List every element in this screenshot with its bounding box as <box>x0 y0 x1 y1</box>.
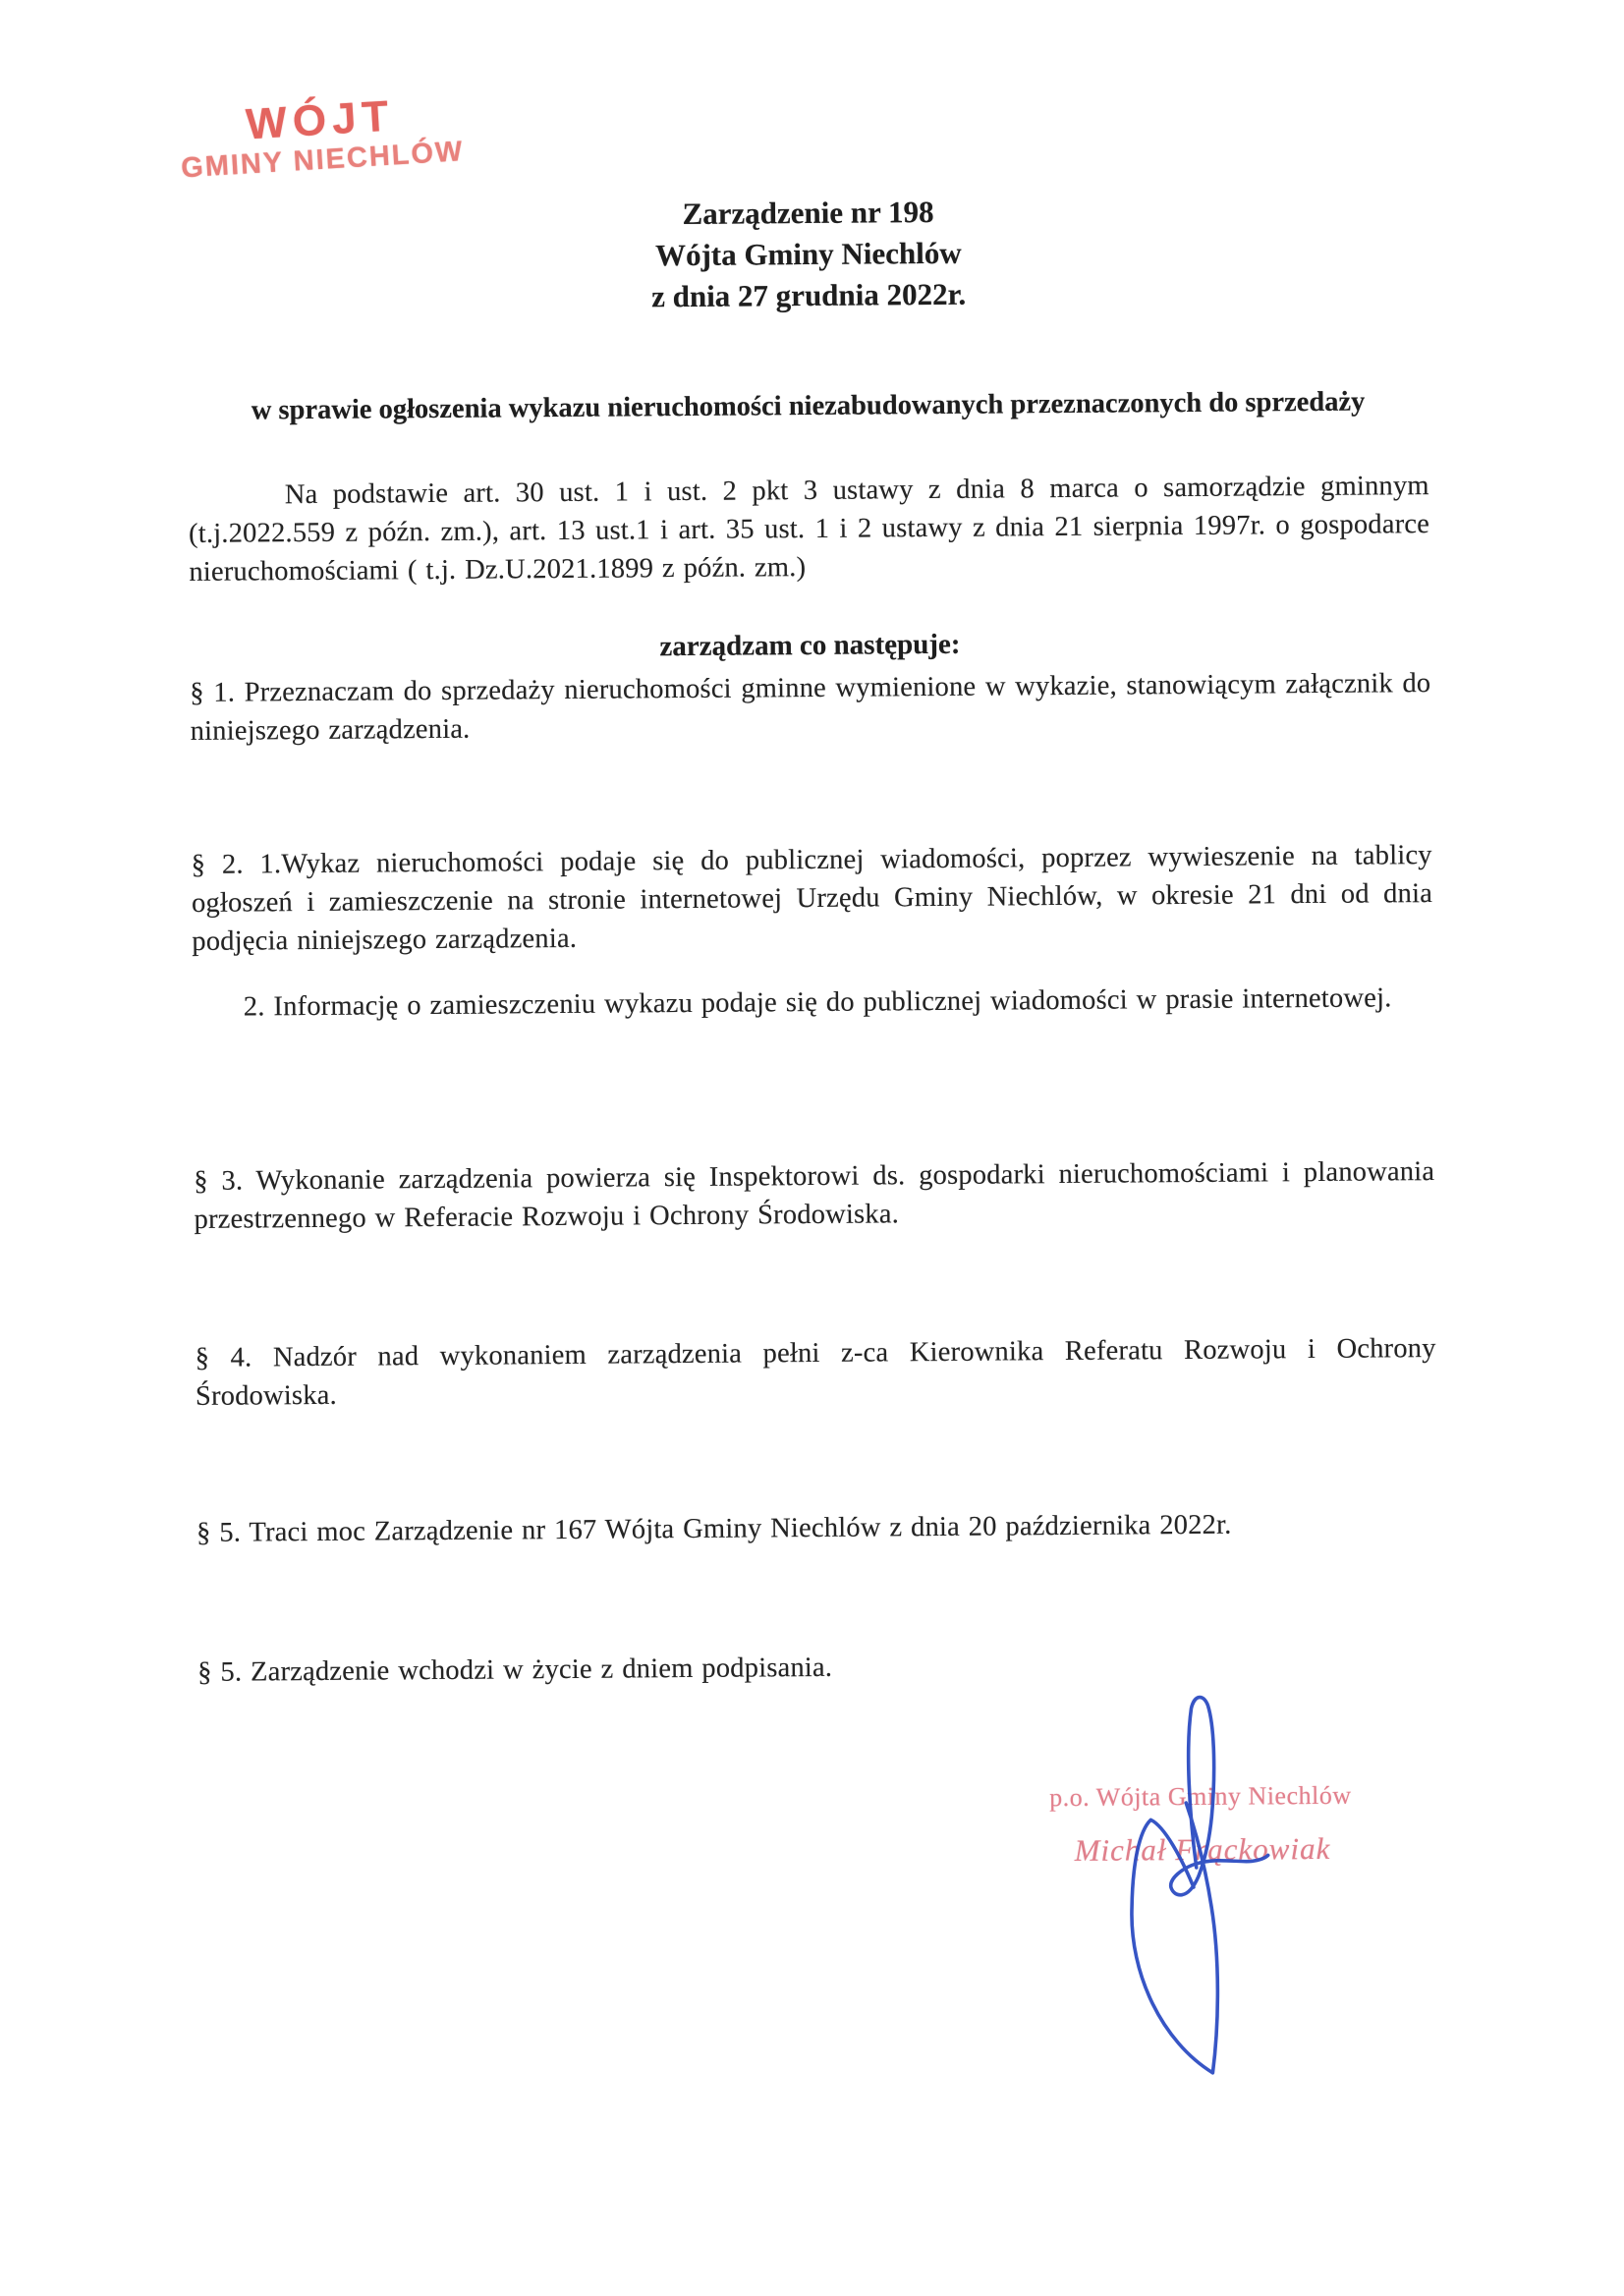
paragraph-5: § 5. Traci moc Zarządzenie nr 167 Wójta Gminy Niechlów z dnia 20 października 2022r. <box>196 1509 1232 1548</box>
legal-basis-paragraph: Na podstawie art. 30 ust. 1 i ust. 2 pkt 3 ustawy z dnia 8 marca o samorządzie gminnym (t.j.2022.559 z późn. zm.), art. 13 ust.1 i art. 35 ust. 1 i 2 ustawy z dnia 21 sierpnia 1997r. o gospodarce nieruchomościami ( t.j. Dz.U.2021.1899 z późn. zm.) <box>188 471 1430 588</box>
paragraph-6: § 5. Zarządzenie wchodzi w życie z dniem podpisania. <box>197 1652 833 1688</box>
title-line-number: Zarządzenie nr 198 <box>682 194 934 232</box>
signature-name-stamp: Michał Frąckowiak <box>1074 1830 1331 1868</box>
title-line-date: z dnia 27 grudnia 2022r. <box>650 276 967 314</box>
paragraph-2-1: § 2. 1.Wykaz nieruchomości podaje się do publicznej wiadomości, poprzez wywieszenie na tablicy ogłoszeń i zamieszczenie na stronie internetowej Urzędu Gminy Niechlów, w okresie 21 dni od dnia podjęcia niniejszego zarządzenia. <box>191 840 1433 957</box>
office-stamp-line2: GMINY NIECHLÓW <box>180 136 466 185</box>
signature-role-stamp: p.o. Wójta Gminy Niechlów <box>1049 1780 1352 1813</box>
order-heading: zarządzam co następuje: <box>659 628 961 663</box>
title-line-issuer: Wójta Gminy Niechlów <box>654 235 962 273</box>
paragraph-2-2: 2. Informację o zamieszczeniu wykazu podaje się do publicznej wiadomości w prasie internetowej. <box>243 982 1392 1023</box>
paragraph-4: § 4. Nadzór nad wykonaniem zarządzenia pełni z-ca Kierownika Referatu Rozwoju i Ochrony Środowiska. <box>195 1333 1436 1412</box>
document-title <box>483 190 1133 318</box>
paragraph-1: § 1. Przeznaczam do sprzedaży nieruchomości gminne wymienione w wykazie, stanowiącym załącznik do niniejszego zarządzenia. <box>190 668 1431 747</box>
paragraph-3: § 3. Wykonanie zarządzenia powierza się Inspektorowi ds. gospodarki nieruchomościami i planowania przestrzennego w Referacie Rozwoju i Ochrony Środowiska. <box>194 1156 1435 1235</box>
office-stamp <box>172 89 471 186</box>
subject-line: w sprawie ogłoszenia wykazu nieruchomości niezabudowanych przeznaczonych do sprzedaży <box>251 386 1366 426</box>
office-stamp-line1: WÓJT <box>244 91 396 149</box>
